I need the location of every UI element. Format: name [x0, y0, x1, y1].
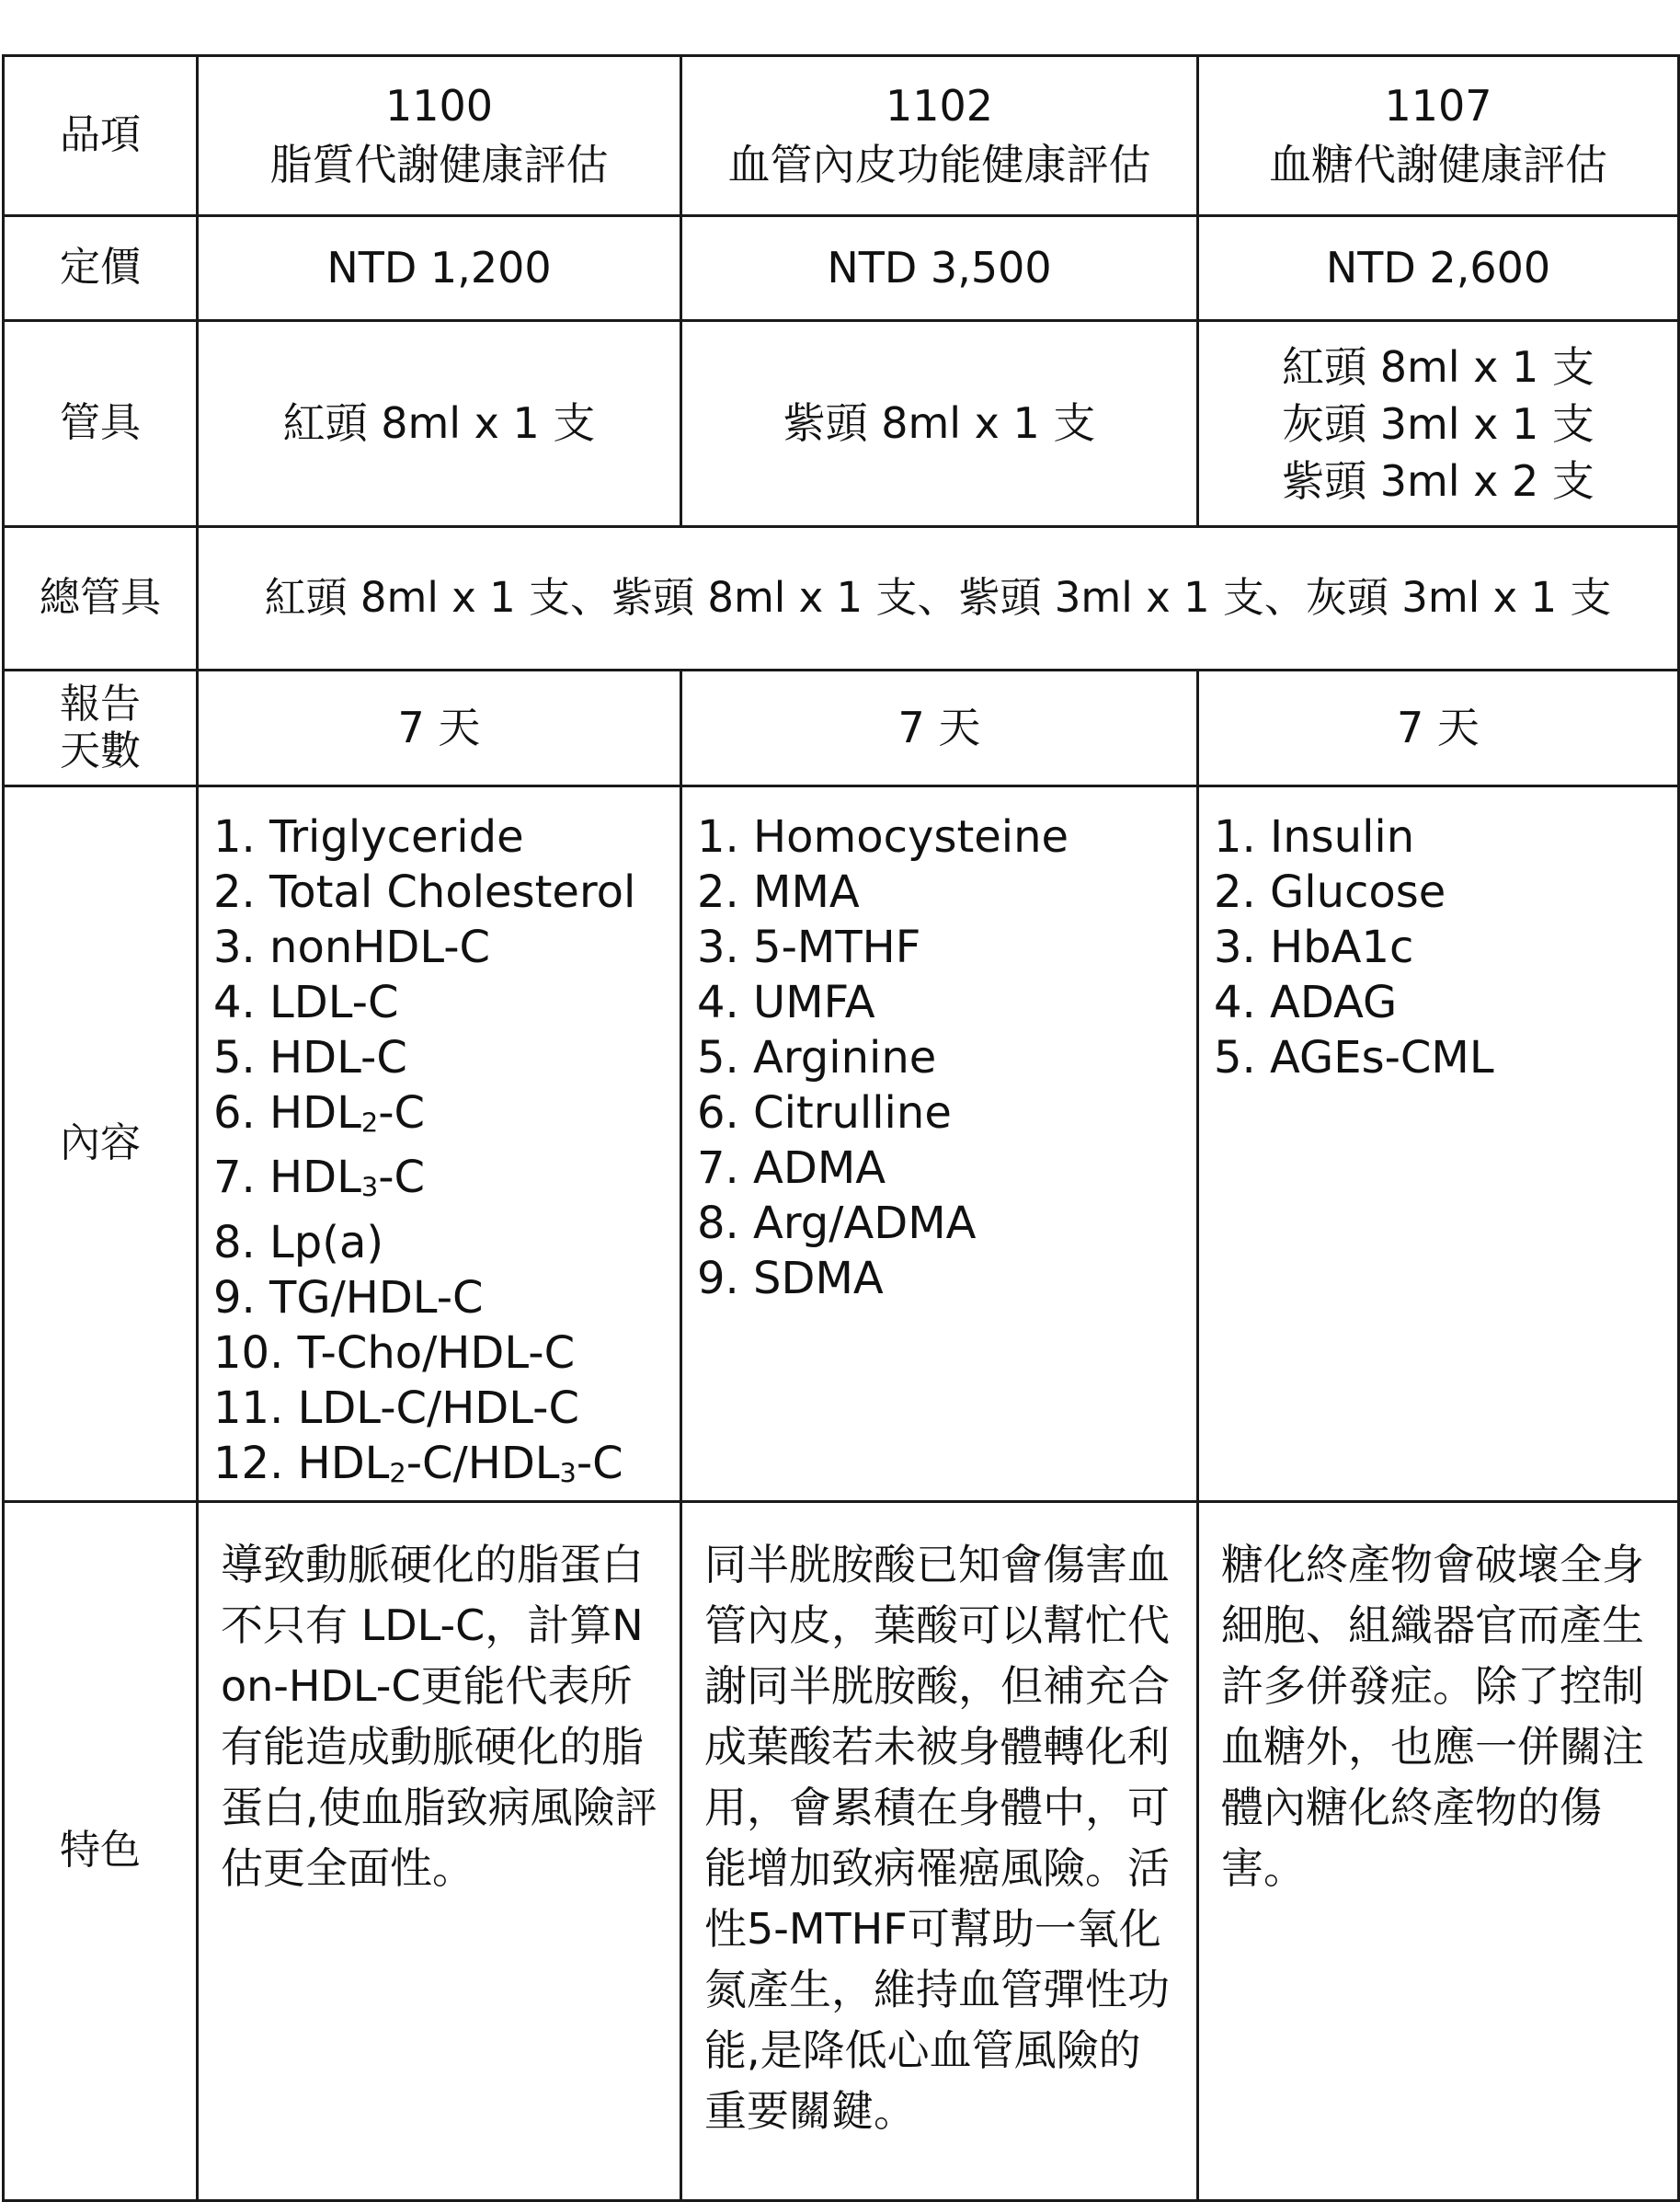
list-item: 2. Glucose: [1214, 866, 1446, 918]
days-1107: 7 天: [1198, 671, 1679, 786]
tube-item: 紫頭 3ml x 2 支: [1282, 455, 1594, 506]
label-report-line1: 報告: [60, 680, 141, 728]
content-1102: [681, 786, 1198, 1502]
list-item: 6. HDL2-C: [213, 1087, 426, 1139]
product-name: 脂質代謝健康評估: [269, 139, 609, 189]
list-item: 9. SDMA: [697, 1253, 884, 1304]
product-code: 1102: [885, 81, 994, 132]
content-1107: [1198, 786, 1679, 1502]
days-1100: 7 天: [198, 671, 681, 786]
list-item: 9. TG/HDL-C: [213, 1271, 484, 1324]
label-feature: 特色: [4, 1501, 198, 2200]
list-item: 3. 5-MTHF: [697, 922, 921, 973]
label-tube: 管具: [4, 321, 198, 527]
row-total-tube: [4, 527, 1679, 671]
list-item: 10. T-Cho/HDL-C: [213, 1326, 576, 1379]
list-item: 5. Arginine: [697, 1032, 937, 1084]
row-content: [4, 786, 1679, 1502]
product-name: 血管內皮功能健康評估: [727, 139, 1151, 189]
row-price: [4, 216, 1679, 321]
list-item: 7. ADMA: [697, 1142, 886, 1194]
tubes-1107: [1198, 321, 1679, 527]
price-1100: NTD 1,200: [198, 216, 681, 321]
tubes-1102: [681, 321, 1198, 527]
product-code: 1100: [384, 81, 494, 132]
list-item: 2. MMA: [697, 866, 860, 918]
product-header-1107: [1198, 56, 1679, 216]
list-item: 7. HDL3-C: [213, 1152, 426, 1204]
tubes-1100: [198, 321, 681, 527]
total-tubes: 紅頭 8ml x 1 支、紫頭 8ml x 1 支、紫頭 3ml x 1 支、灰頭 3ml x 1 支: [198, 527, 1679, 671]
list-item: 2. Total Cholesterol: [213, 866, 636, 918]
label-item: 品項: [4, 56, 198, 216]
list-item: 4. ADAG: [1214, 977, 1398, 1028]
feature-1100: 導致動脈硬化的脂蛋白不只有 LDL-C，計算Non-HDL-C更能代表所有能造成動脈硬化的脂蛋白,使血脂致病風險評估更全面性。: [198, 1501, 681, 2200]
product-code: 1107: [1384, 81, 1492, 132]
price-1102: NTD 3,500: [681, 216, 1198, 321]
tube-item: 紅頭 8ml x 1 支: [282, 397, 596, 448]
product-comparison-table: [2, 54, 1680, 2202]
label-content: 內容: [4, 786, 198, 1502]
feature-1102: 同半胱胺酸已知會傷害血管內皮，葉酸可以幫忙代謝同半胱胺酸，但補充合成葉酸若未被身體轉化利用，會累積在身體中，可能增加致病罹癌風險。活性5-MTHF可幫助一氧化氮產生，維持血管彈性功能,是降低心血管風險的重要關鍵。: [681, 1501, 1198, 2200]
list-item: 8. Arg/ADMA: [697, 1198, 977, 1249]
list-item: 3. nonHDL-C: [213, 922, 491, 973]
product-name: 血糖代謝健康評估: [1269, 139, 1607, 189]
list-item: 4. UMFA: [697, 977, 875, 1028]
list-item: 12. HDL2-C/HDL3-C: [213, 1437, 623, 1489]
product-header-1100: [198, 56, 681, 216]
label-report-days: [4, 671, 198, 786]
row-tube: [4, 321, 1679, 527]
list-item: 1. Homocysteine: [697, 811, 1069, 863]
row-report-days: [4, 671, 1679, 786]
list-item: 1. Insulin: [1214, 811, 1415, 863]
list-item: 1. Triglyceride: [213, 811, 524, 863]
content-1100: [198, 786, 681, 1502]
label-total-tube: 總管具: [4, 527, 198, 671]
list-item: 11. LDL-C/HDL-C: [213, 1382, 579, 1434]
row-item: [4, 56, 1679, 216]
tube-item: 紫頭 8ml x 1 支: [783, 397, 1096, 448]
days-1102: 7 天: [681, 671, 1198, 786]
tube-item: 灰頭 3ml x 1 支: [1282, 398, 1594, 449]
list-item: 5. AGEs-CML: [1214, 1032, 1494, 1084]
list-item: 5. HDL-C: [213, 1032, 407, 1084]
list-item: 4. LDL-C: [213, 977, 399, 1028]
row-feature: [4, 1501, 1679, 2200]
feature-1107: 糖化終產物會破壞全身細胞、組織器官而產生許多併發症。除了控制血糖外，也應一併關注體內糖化終產物的傷害。: [1198, 1501, 1679, 2200]
label-report-line2: 天數: [60, 727, 141, 774]
price-1107: NTD 2,600: [1198, 216, 1679, 321]
list-item: 6. Citrulline: [697, 1087, 952, 1139]
list-item: 8. Lp(a): [213, 1216, 384, 1268]
label-price: 定價: [4, 216, 198, 321]
list-item: 3. HbA1c: [1214, 922, 1414, 973]
tube-item: 紅頭 8ml x 1 支: [1282, 341, 1594, 392]
product-header-1102: [681, 56, 1198, 216]
